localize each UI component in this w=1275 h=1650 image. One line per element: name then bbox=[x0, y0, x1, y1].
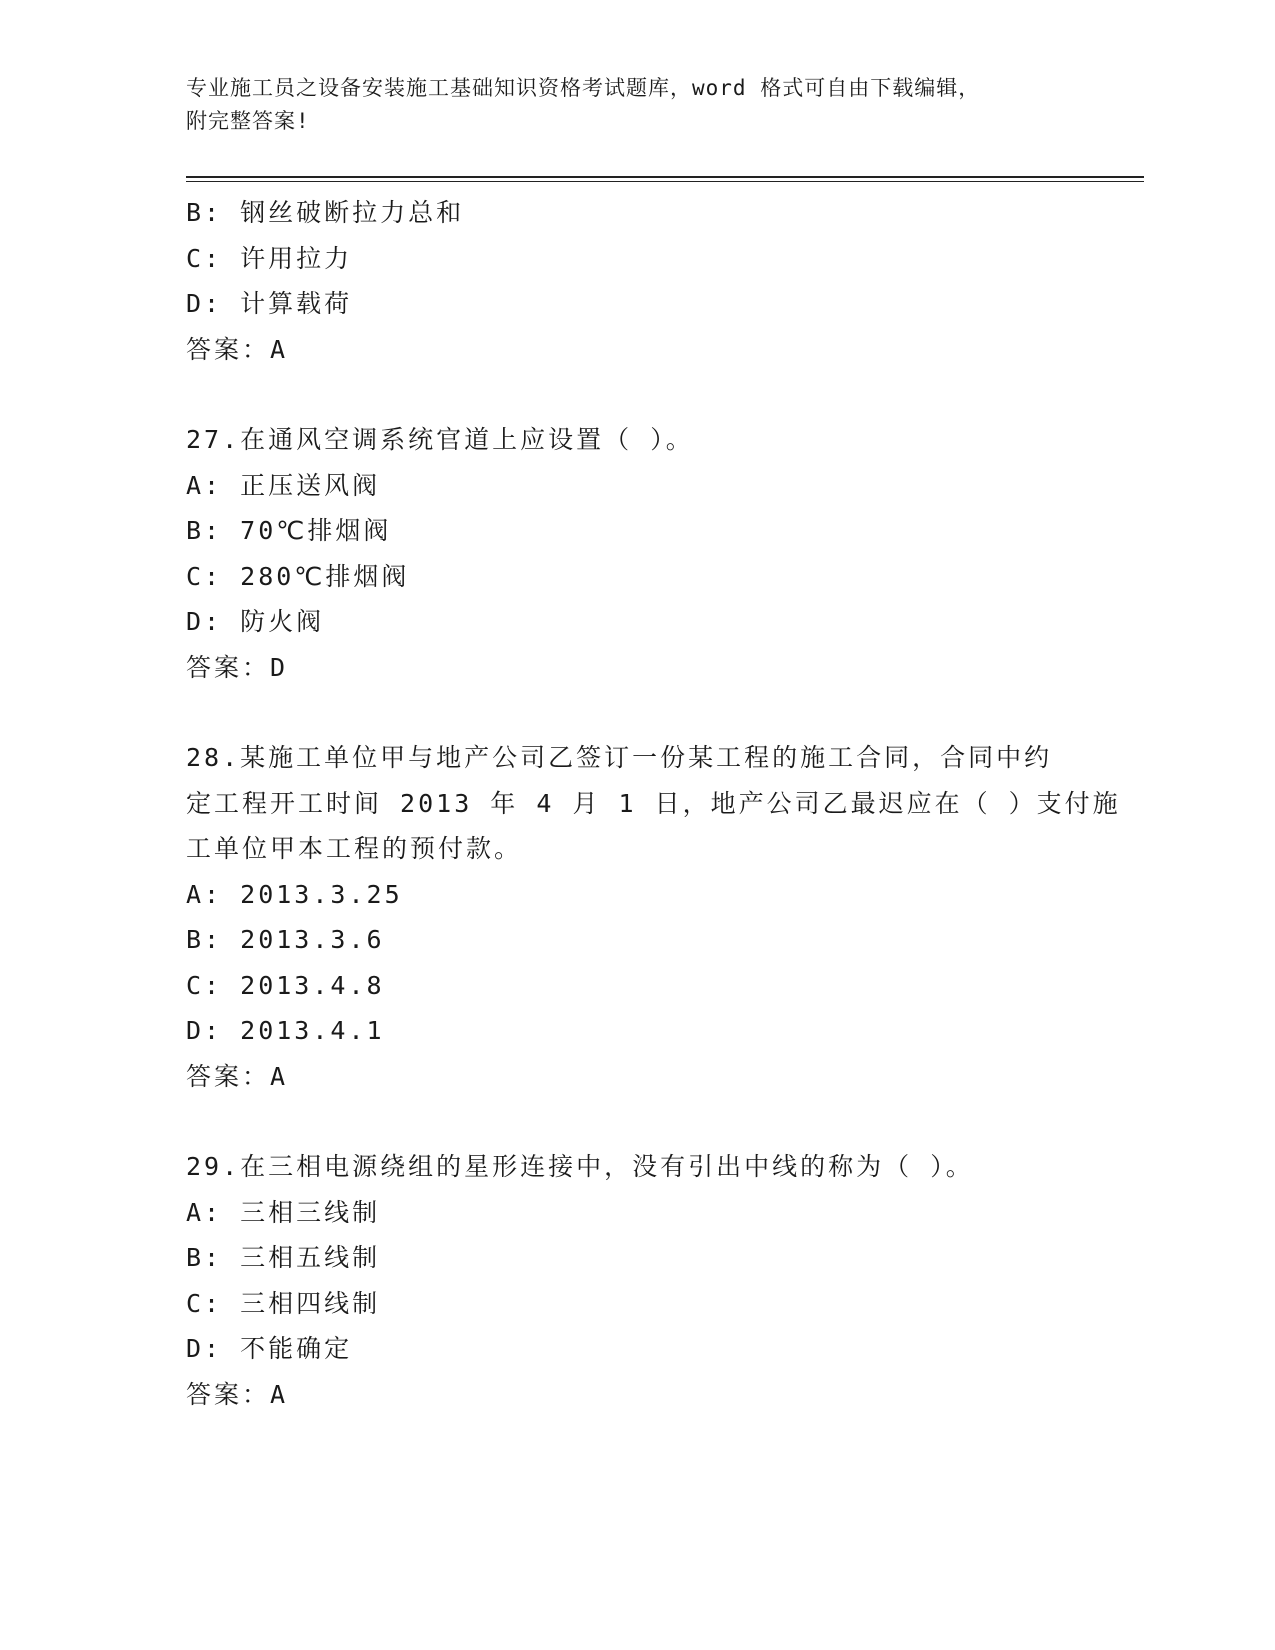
question-stem-line-1: 28.某施工单位甲与地产公司乙签订一份某工程的施工合同，合同中约 bbox=[186, 743, 1053, 772]
option-a: A: 三相三线制 bbox=[186, 1197, 381, 1227]
option-d: D: 防火阀 bbox=[186, 607, 325, 636]
question-27 bbox=[186, 417, 1086, 690]
option-d: D: 计算载荷 bbox=[186, 289, 353, 318]
question-stem-line-3: 工单位甲本工程的预付款。 bbox=[186, 834, 523, 863]
option-b: B: 70℃排烟阀 bbox=[186, 516, 392, 545]
option-d: D: 2013.4.1 bbox=[186, 1016, 385, 1045]
answer-line: 答案：A bbox=[186, 1061, 289, 1091]
option-a: A: 正压送风阀 bbox=[186, 470, 381, 500]
option-c: C: 三相四线制 bbox=[186, 1288, 381, 1318]
question-stem: 29.在三相电源绕组的星形连接中，没有引出中线的称为（ ）。 bbox=[186, 1152, 974, 1181]
header-divider-thin bbox=[186, 181, 1144, 182]
question-29 bbox=[186, 1144, 1086, 1417]
answer-line: 答案：A bbox=[186, 1379, 289, 1409]
option-a: A: 2013.3.25 bbox=[186, 879, 403, 909]
answer-line: 答案：D bbox=[186, 652, 289, 682]
question-spacer bbox=[186, 1099, 1086, 1144]
option-c: C: 许用拉力 bbox=[186, 243, 353, 273]
question-spacer bbox=[186, 690, 1086, 735]
option-b: B: 2013.3.6 bbox=[186, 925, 385, 954]
option-b: B: 钢丝破断拉力总和 bbox=[186, 198, 465, 227]
option-c: C: 280℃排烟阀 bbox=[186, 561, 410, 591]
question-28 bbox=[186, 735, 1121, 1099]
option-b: B: 三相五线制 bbox=[186, 1243, 381, 1272]
option-c: C: 2013.4.8 bbox=[186, 970, 385, 1000]
answer-line: 答案：A bbox=[186, 334, 289, 364]
header-line-2: 附完整答案! bbox=[186, 109, 310, 133]
question-content bbox=[186, 190, 1121, 1417]
partial-question bbox=[186, 190, 1086, 372]
document-header bbox=[186, 72, 1086, 138]
question-stem: 27.在通风空调系统官道上应设置（ ）。 bbox=[186, 425, 694, 454]
header-line-1: 专业施工员之设备安装施工基础知识资格考试题库，word 格式可自由下载编辑， bbox=[186, 76, 981, 100]
question-spacer bbox=[186, 372, 1086, 417]
header-divider-thick bbox=[186, 176, 1144, 178]
question-stem-line-2: 定工程开工时间 2013 年 4 月 1 日，地产公司乙最迟应在（ ）支付施 bbox=[186, 788, 1121, 818]
option-d: D: 不能确定 bbox=[186, 1334, 353, 1363]
